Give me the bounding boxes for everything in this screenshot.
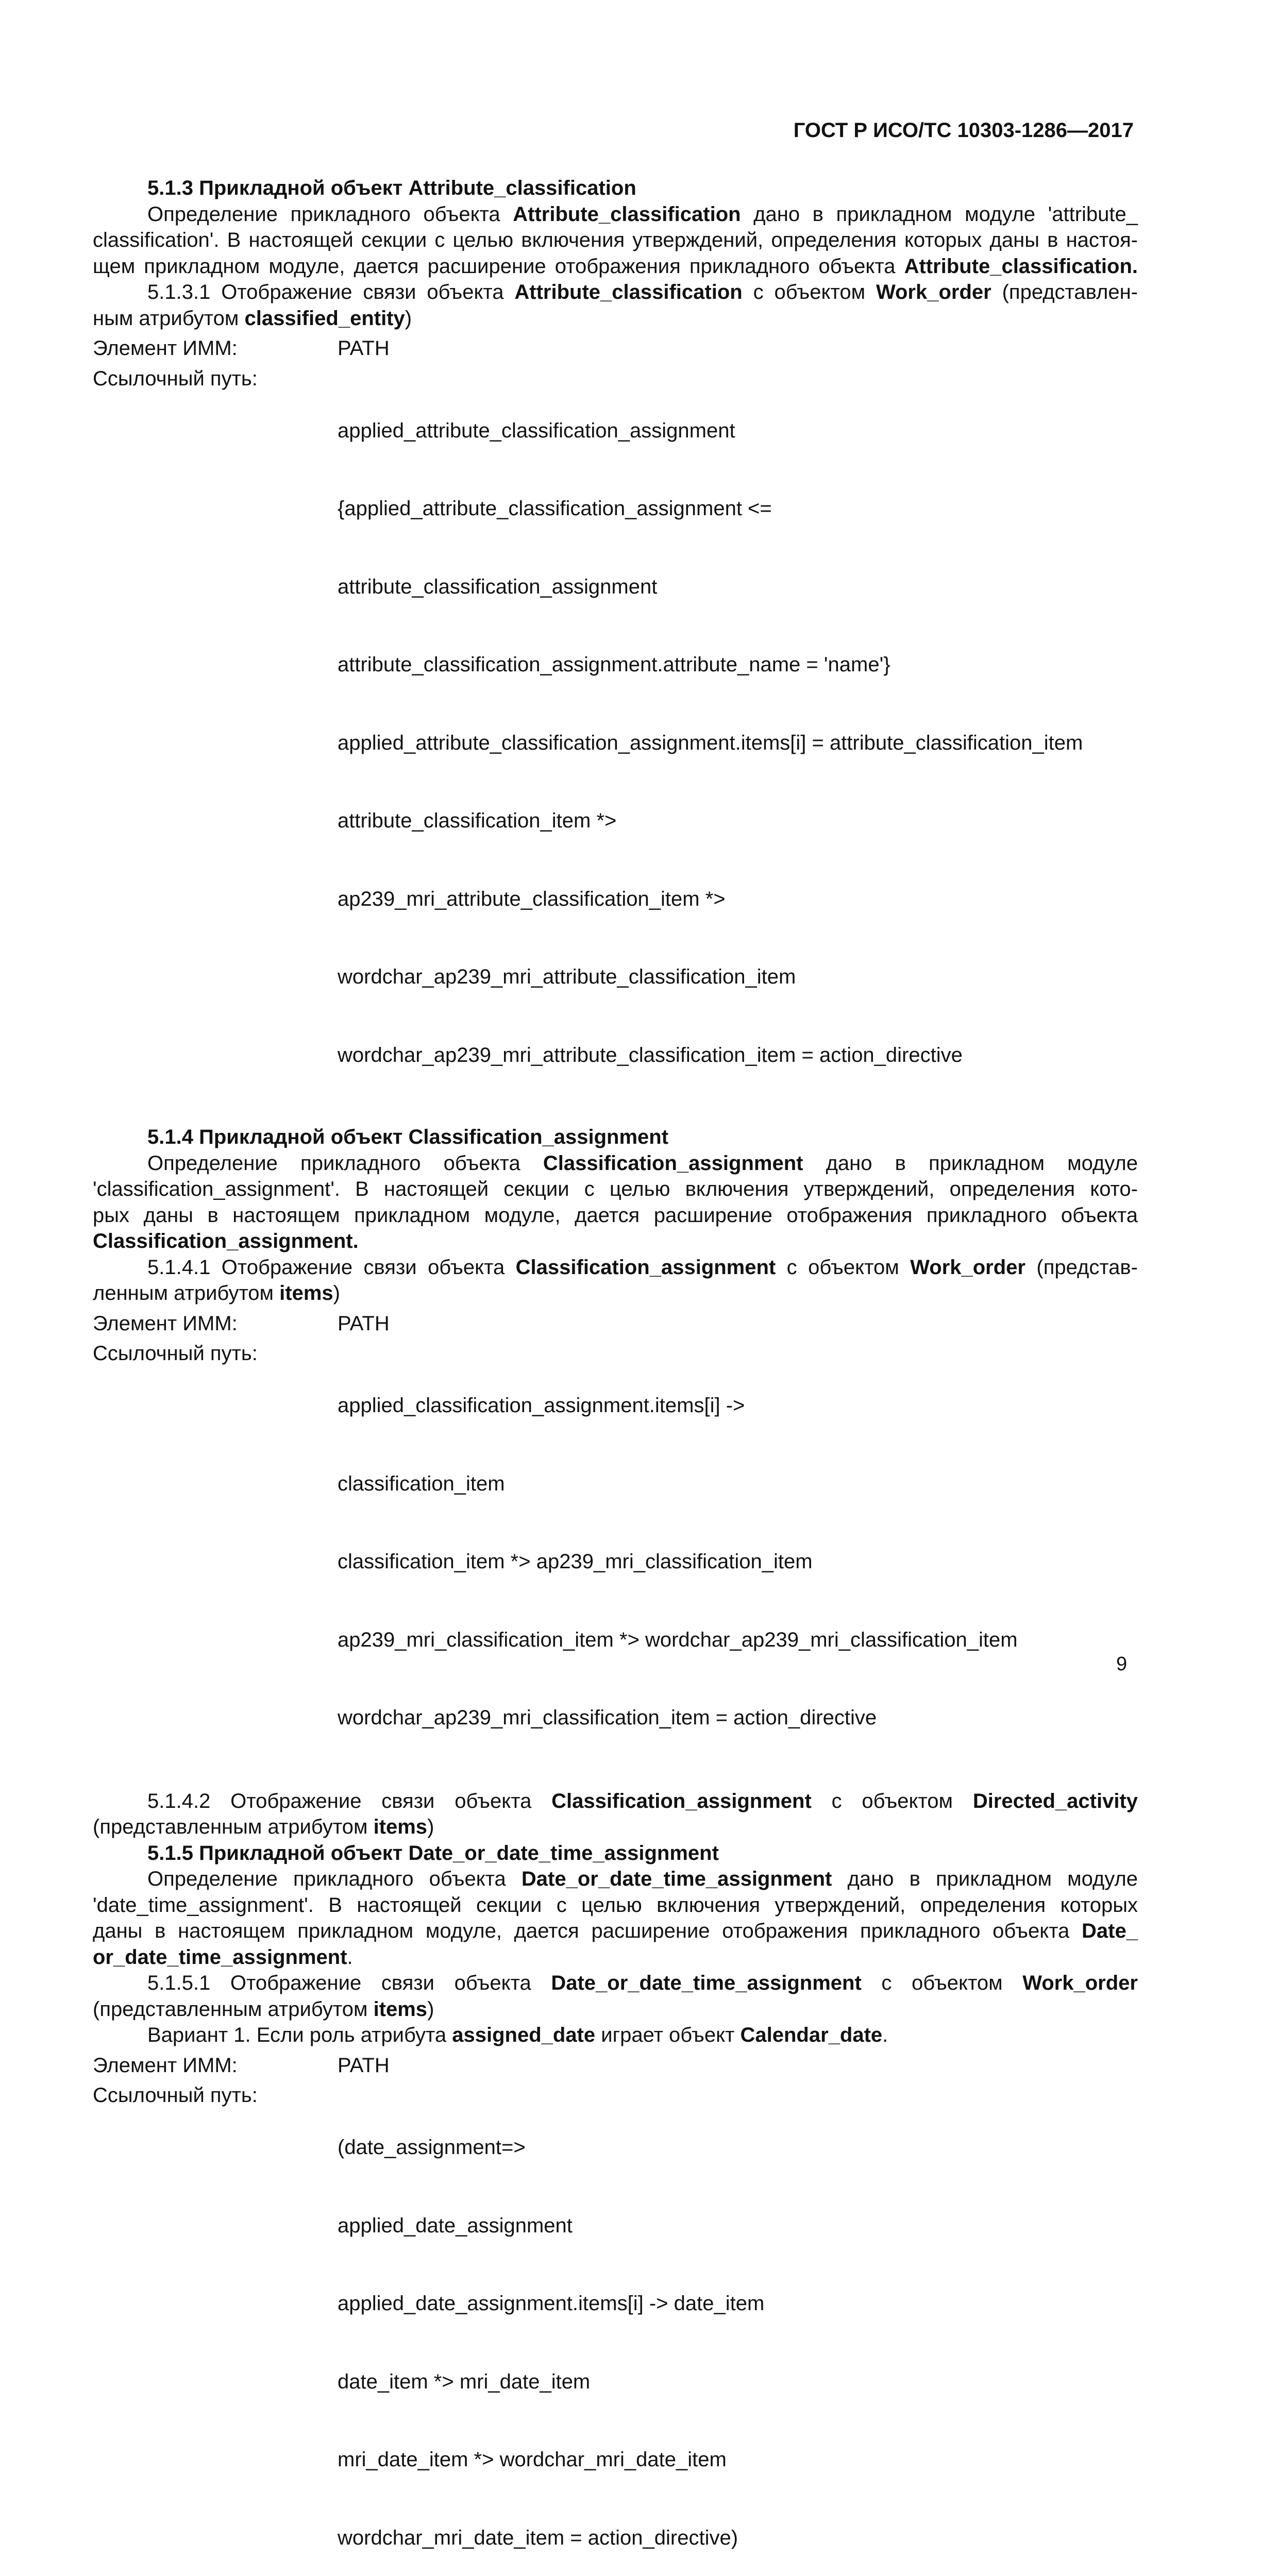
subsection-5-1-3-1: 5.1.3.1 Отображение связи объекта Attribute_classification с объектом Work_order (представлен- bbox=[147, 281, 1138, 303]
element-label: Элемент ИММ: bbox=[93, 337, 238, 360]
paragraph-line: Определение прикладного объекта Attribute_classification дано в прикладном модуле 'attribute_ bbox=[147, 202, 1138, 226]
page-number: 9 bbox=[1116, 1653, 1128, 1675]
path-line: applied_date_assignment bbox=[338, 2214, 573, 2237]
document-header: ГОСТ Р ИСО/ТС 10303-1286—2017 bbox=[793, 119, 1134, 142]
paragraph-line: classification'. В настоящей секции с целью включения утверждений, определения которых даны в настоя- bbox=[93, 229, 1138, 251]
element-label: Элемент ИММ: bbox=[93, 1312, 238, 1335]
path-label: Ссылочный путь: bbox=[93, 1342, 258, 1365]
subsection-5-1-4-1: 5.1.4.1 Отображение связи объекта Classification_assignment с объектом Work_order (представ- bbox=[147, 1256, 1138, 1279]
subsection-5-1-4-2: 5.1.4.2 Отображение связи объекта Classification_assignment с объектом Directed_activity bbox=[147, 1789, 1138, 1812]
path-row bbox=[93, 2082, 1138, 2576]
path-row bbox=[93, 366, 1138, 1121]
path-line: applied_date_assignment.items[i] -> date_item bbox=[338, 2292, 765, 2315]
path-line: classification_item bbox=[338, 1472, 505, 1495]
paragraph-line: рых даны в настоящем прикладном модуле, дается расширение отображения прикладного объекта bbox=[93, 1204, 1138, 1227]
path-line: applied_attribute_classification_assignment bbox=[338, 419, 735, 442]
paragraph-line: даны в настоящем прикладном модуле, дается расширение отображения прикладного объекта Date_ bbox=[93, 1920, 1138, 1942]
paragraph-line: ным атрибутом classified_entity) bbox=[93, 307, 412, 330]
path-line: applied_attribute_classification_assignment.items[i] = attribute_classification_item bbox=[338, 731, 1083, 754]
path-lines bbox=[338, 1341, 1138, 1783]
element-value: PATH bbox=[338, 1312, 390, 1335]
paragraph-line: (представленным атрибутом items) bbox=[93, 1997, 434, 2021]
variant-1: Вариант 1. Если роль атрибута assigned_date играет объект Calendar_date. bbox=[147, 2024, 888, 2046]
element-row bbox=[93, 2053, 1138, 2079]
path-line: date_item *> mri_date_item bbox=[338, 2370, 591, 2393]
path-line: wordchar_ap239_mri_attribute_classification_item = action_directive bbox=[338, 1043, 963, 1066]
document-body bbox=[93, 175, 1138, 2576]
path-line: ap239_mri_attribute_classification_item *> bbox=[338, 887, 726, 910]
path-label: Ссылочный путь: bbox=[93, 367, 258, 390]
element-value: PATH bbox=[338, 2054, 390, 2077]
path-line: {applied_attribute_classification_assignment <= bbox=[338, 497, 772, 520]
element-value: PATH bbox=[338, 337, 390, 360]
path-row bbox=[93, 1341, 1138, 1783]
element-row bbox=[93, 1311, 1138, 1337]
path-line: attribute_classification_item *> bbox=[338, 809, 617, 832]
element-label: Элемент ИММ: bbox=[93, 2054, 238, 2077]
section-heading-5-1-4: 5.1.4 Прикладной объект Classification_assignment bbox=[147, 1126, 669, 1148]
path-line: mri_date_item *> wordchar_mri_date_item bbox=[338, 2448, 727, 2471]
paragraph-line: 'date_time_assignment'. В настоящей секции с целью включения утверждений, определения которых bbox=[93, 1893, 1138, 1917]
paragraph-line: (представленным атрибутом items) bbox=[93, 1816, 434, 1838]
path-line: wordchar_mri_date_item = action_directive) bbox=[338, 2526, 738, 2549]
path-line: wordchar_ap239_mri_attribute_classification_item bbox=[338, 965, 796, 988]
section-heading-5-1-5: 5.1.5 Прикладной объект Date_or_date_time_assignment bbox=[147, 1841, 719, 1865]
path-lines bbox=[338, 366, 1138, 1121]
paragraph-line: 'classification_assignment'. В настоящей секции с целью включения утверждений, определения кото- bbox=[93, 1178, 1138, 1200]
paragraph-line: ленным атрибутом items) bbox=[93, 1282, 340, 1304]
path-line: wordchar_ap239_mri_classification_item = action_directive bbox=[338, 1706, 877, 1729]
path-line: classification_item *> ap239_mri_classification_item bbox=[338, 1550, 813, 1573]
path-line: attribute_classification_assignment.attribute_name = 'name'} bbox=[338, 653, 890, 676]
path-line: attribute_classification_assignment bbox=[338, 575, 658, 598]
paragraph-line: or_date_time_assignment. bbox=[93, 1945, 353, 1969]
paragraph-line: Classification_assignment. bbox=[93, 1230, 359, 1252]
path-label: Ссылочный путь: bbox=[93, 2084, 258, 2107]
element-row bbox=[93, 335, 1138, 362]
paragraph-line: Определение прикладного объекта Date_or_date_time_assignment дано в прикладном модуле bbox=[147, 1868, 1138, 1890]
subsection-5-1-5-1: 5.1.5.1 Отображение связи объекта Date_or_date_time_assignment с объектом Work_order bbox=[147, 1972, 1138, 1994]
path-lines bbox=[338, 2082, 1138, 2576]
paragraph-line: щем прикладном модуле, дается расширение отображения прикладного объекта Attribute_classification. bbox=[93, 255, 1138, 278]
path-line: (date_assignment=> bbox=[338, 2136, 526, 2159]
path-line: applied_classification_assignment.items[i] -> bbox=[338, 1394, 745, 1417]
section-heading-5-1-3: 5.1.3 Прикладной объект Attribute_classification bbox=[147, 177, 636, 199]
paragraph-line: Определение прикладного объекта Classification_assignment дано в прикладном модуле bbox=[147, 1151, 1138, 1175]
path-line: ap239_mri_classification_item *> wordchar_ap239_mri_classification_item bbox=[338, 1628, 1018, 1651]
